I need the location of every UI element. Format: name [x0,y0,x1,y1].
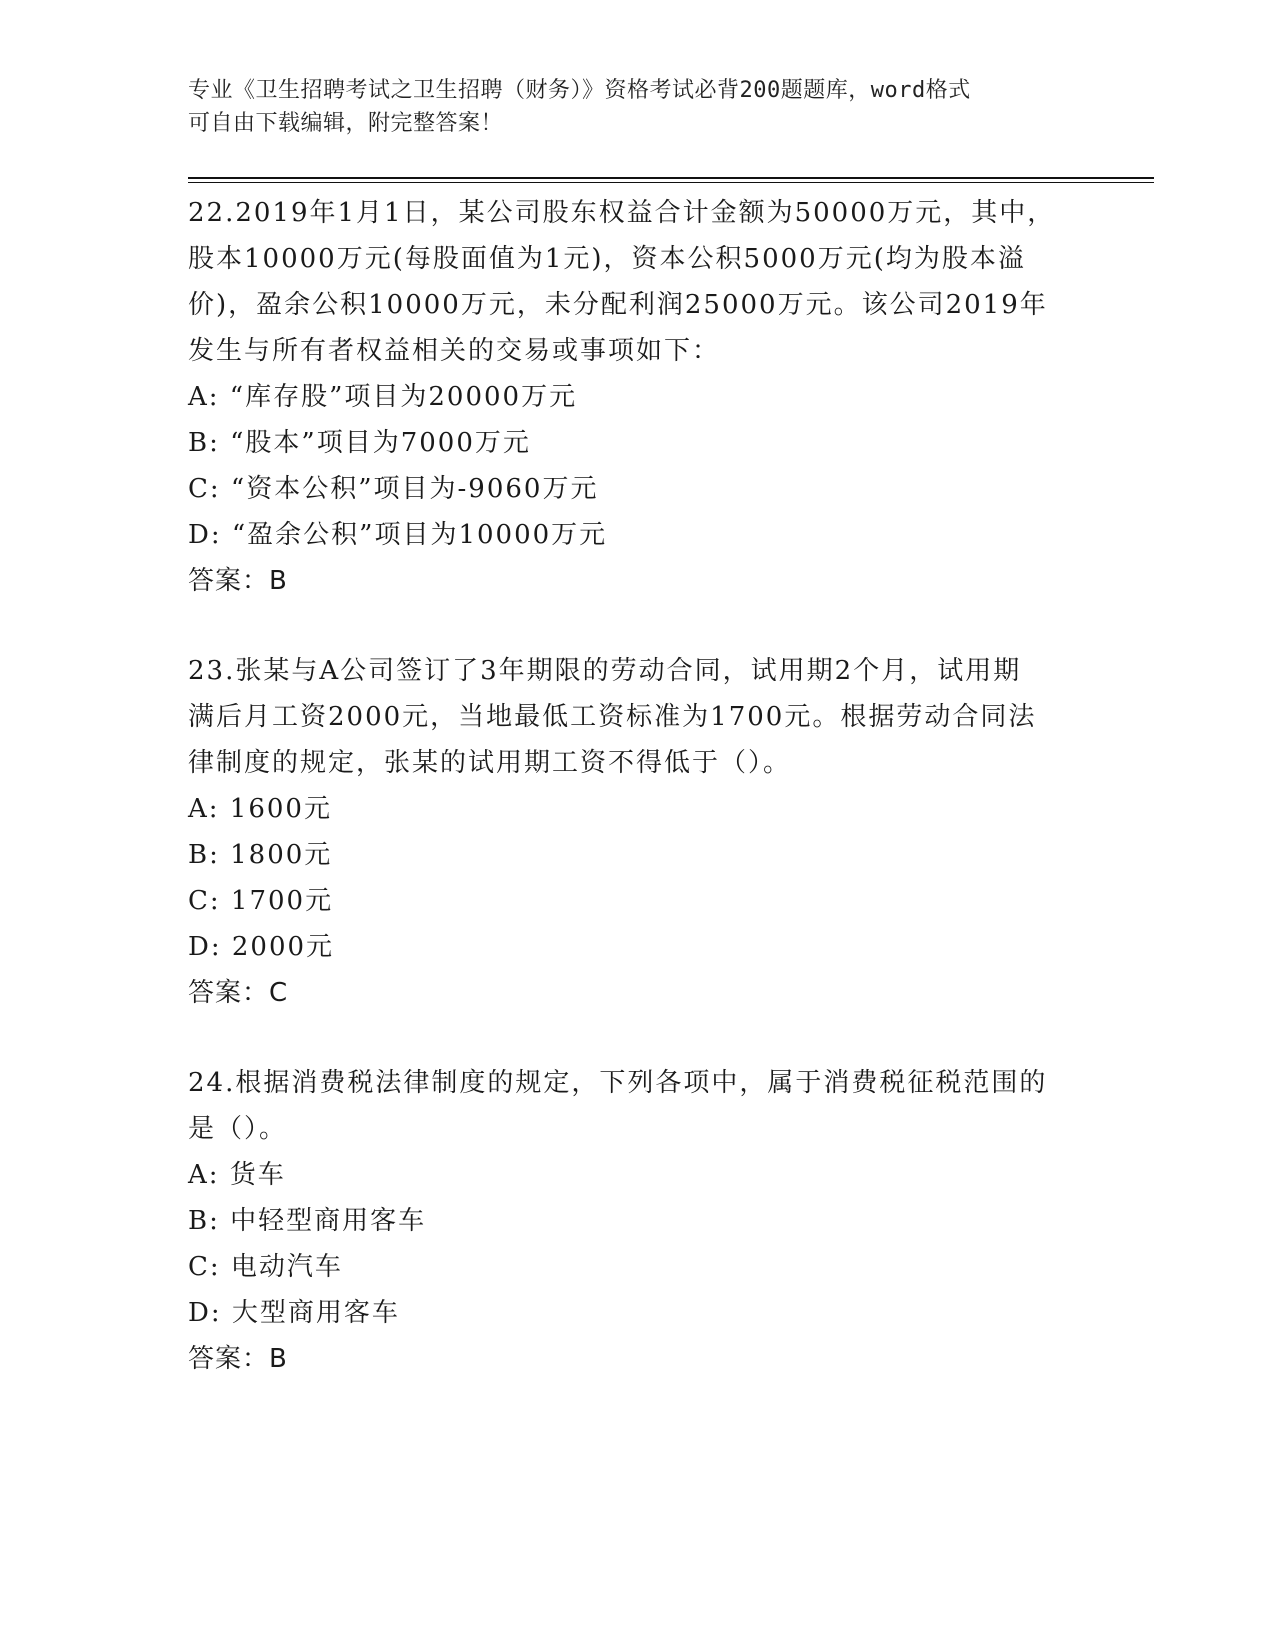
question-23-option-b: B: 1800元 [188,840,333,870]
question-list [188,190,1088,1382]
question-spacer [188,1016,1088,1060]
question-24-text-line-2: 是（）。 [188,1114,288,1144]
header-line-1: 专业《卫生招聘考试之卫生招聘（财务）》资格考试必背200题题库，word格式 [188,78,971,103]
question-22 [188,190,1088,604]
question-24 [188,1060,1088,1382]
question-22-option-a: A: “库存股”项目为20000万元 [188,382,578,412]
question-22-option-d: D: “盈余公积”项目为10000万元 [188,520,608,550]
question-24-option-c: C: 电动汽车 [188,1252,343,1282]
question-23-option-c: C: 1700元 [188,886,334,916]
header-divider-thick [188,177,1154,179]
question-22-text-line-3: 价)，盈余公积10000万元，未分配利润25000万元。该公司2019年 [188,290,1048,320]
question-24-option-d: D: 大型商用客车 [188,1298,400,1328]
question-23-text-line-3: 律制度的规定，张某的试用期工资不得低于（）。 [188,748,792,778]
question-23-answer: 答案：C [188,978,289,1008]
header-line-2: 可自由下载编辑，附完整答案！ [188,111,504,136]
question-24-text-line-1: 24.根据消费税法律制度的规定，下列各项中，属于消费税征税范围的 [188,1068,1048,1098]
question-24-answer: 答案：B [188,1344,288,1374]
question-spacer [188,604,1088,648]
question-24-option-a: A: 货车 [188,1160,286,1190]
document-header [188,74,1088,140]
question-23-option-d: D: 2000元 [188,932,335,962]
question-23 [188,648,1088,1016]
question-24-option-b: B: 中轻型商用客车 [188,1206,427,1236]
question-22-option-b: B: “股本”项目为7000万元 [188,428,531,458]
question-22-text-line-2: 股本10000万元(每股面值为1元)，资本公积5000万元(均为股本溢 [188,244,1026,274]
question-22-answer: 答案：B [188,566,288,596]
question-22-text-line-4: 发生与所有者权益相关的交易或事项如下： [188,336,721,366]
question-23-option-a: A: 1600元 [188,794,332,824]
question-23-text-line-1: 23.张某与A公司签订了3年期限的劳动合同，试用期2个月，试用期 [188,656,1022,686]
header-divider-thin [188,182,1154,183]
question-22-text-line-1: 22.2019年1月1日，某公司股东权益合计金额为50000万元，其中， [188,198,1056,228]
question-23-text-line-2: 满后月工资2000元，当地最低工资标准为1700元。根据劳动合同法 [188,702,1037,732]
question-22-option-c: C: “资本公积”项目为-9060万元 [188,474,599,504]
